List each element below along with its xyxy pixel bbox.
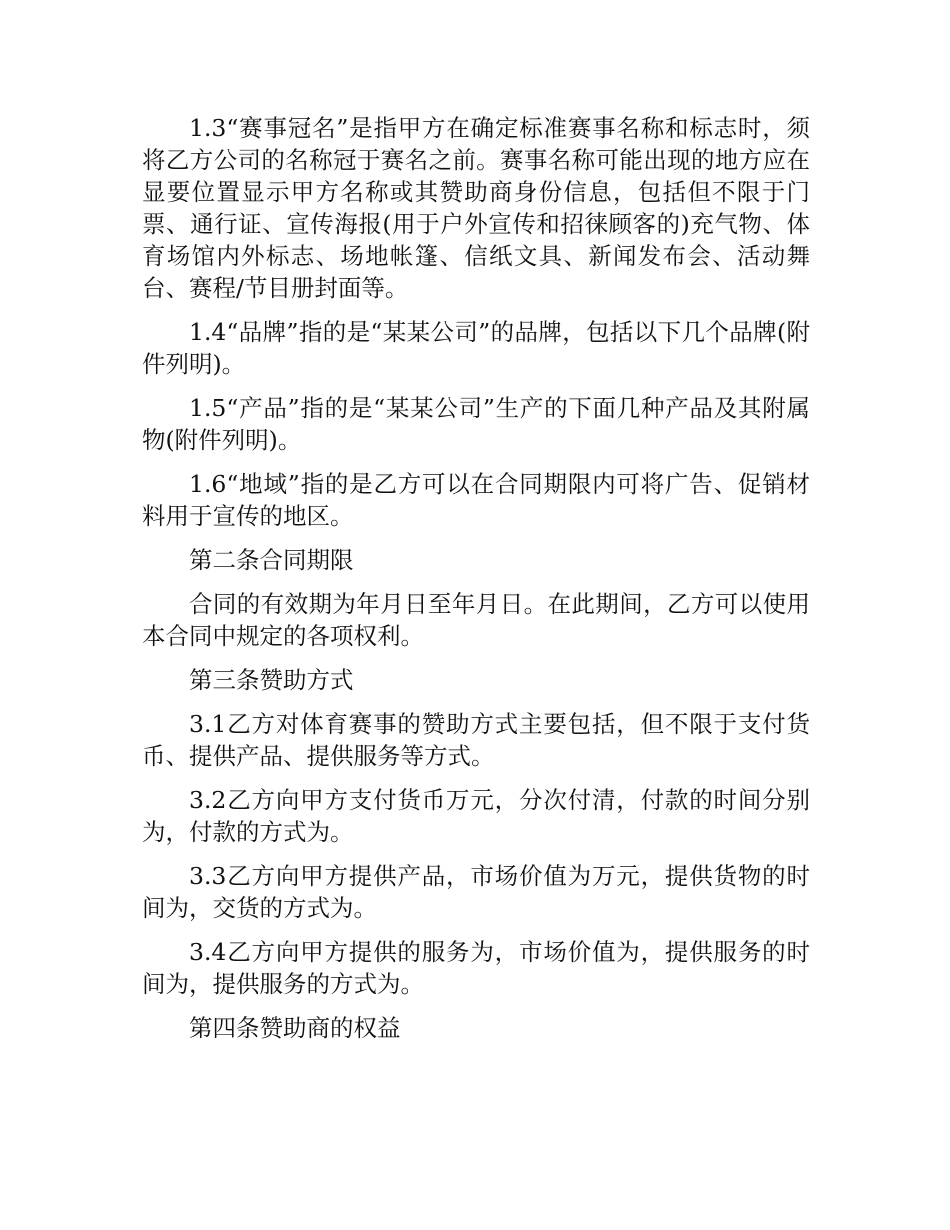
paragraph-1-6-region: 1.6“地域”指的是乙方可以在合同期限内可将广告、促销材料用于宣传的地区。 [142,470,810,530]
paragraph-contract-term: 合同的有效期为年月日至年月日。在此期间，乙方可以使用本合同中规定的各项权利。 [142,590,810,650]
paragraph-3-3-products: 3.3乙方向甲方提供产品，市场价值为万元，提供货物的时间为，交货的方式为。 [142,862,810,922]
section-heading-article-3: 第三条赞助方式 [189,666,354,694]
paragraph-1-3-naming-rights: 1.3“赛事冠名”是指甲方在确定标准赛事名称和标志时，须将乙方公司的名称冠于赛名之前。赛事名称可能出现的地方应在显要位置显示甲方名称或其赞助商身份信息，包括但不限于门票、通行证、宣传海报(用于户外宣传和招徕顾客的)充气物、体育场馆内外标志、场地帐篷、信纸文具、新闻发布会、活动舞台、赛程/节目册封面等。 [142,114,810,302]
paragraph-3-1-sponsorship-methods: 3.1乙方对体育赛事的赞助方式主要包括，但不限于支付货币、提供产品、提供服务等方式。 [142,710,810,770]
paragraph-1-5-product: 1.5“产品”指的是“某某公司”生产的下面几种产品及其附属物(附件列明)。 [142,394,810,454]
paragraph-3-4-services: 3.4乙方向甲方提供的服务为，市场价值为，提供服务的时间为，提供服务的方式为。 [142,938,810,998]
paragraph-1-4-brand: 1.4“品牌”指的是“某某公司”的品牌，包括以下几个品牌(附件列明)。 [142,318,810,378]
section-heading-article-4: 第四条赞助商的权益 [189,1014,401,1042]
section-heading-article-2: 第二条合同期限 [189,546,354,574]
paragraph-3-2-payment: 3.2乙方向甲方支付货币万元，分次付清，付款的时间分别为，付款的方式为。 [142,786,810,846]
